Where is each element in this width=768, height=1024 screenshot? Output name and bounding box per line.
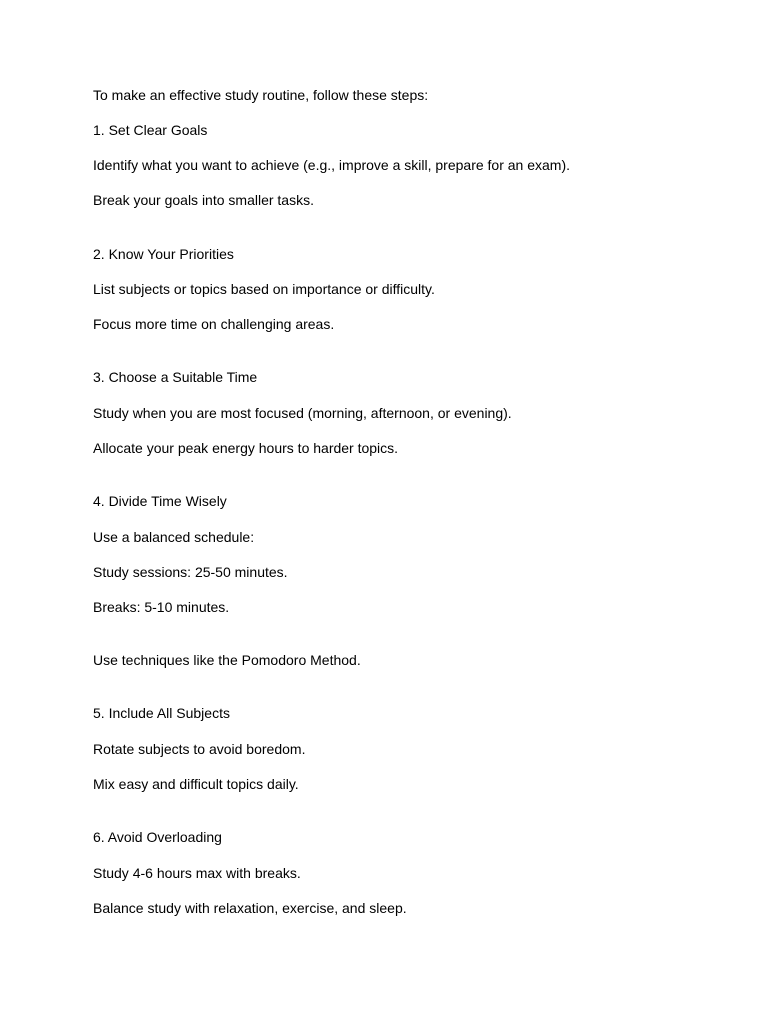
section-heading-know-your-priorities: 2. Know Your Priorities: [93, 246, 234, 262]
paragraph-line: Identify what you want to achieve (e.g., improve a skill, prepare for an exam).: [93, 157, 571, 173]
paragraph-line: Rotate subjects to avoid boredom.: [93, 741, 306, 757]
paragraph-line: Focus more time on challenging areas.: [93, 316, 335, 332]
paragraph-line: Use techniques like the Pomodoro Method.: [93, 652, 361, 668]
paragraph-line: Balance study with relaxation, exercise, and sleep.: [93, 900, 407, 916]
paragraph-line: Break your goals into smaller tasks.: [93, 192, 314, 208]
paragraph-line: Study when you are most focused (morning, afternoon, or evening).: [93, 405, 512, 421]
paragraph-line: Mix easy and difficult topics daily.: [93, 776, 299, 792]
section-heading-include-all-subjects: 5. Include All Subjects: [93, 705, 230, 721]
section-heading-choose-a-suitable-time: 3. Choose a Suitable Time: [93, 369, 258, 385]
section-heading-divide-time-wisely: 4. Divide Time Wisely: [93, 493, 227, 509]
paragraph-line: Allocate your peak energy hours to harder topics.: [93, 440, 399, 456]
paragraph-line: List subjects or topics based on importance or difficulty.: [93, 281, 435, 297]
paragraph-line: Study 4-6 hours max with breaks.: [93, 865, 301, 881]
section-heading-avoid-overloading: 6. Avoid Overloading: [93, 829, 222, 845]
paragraph-line: Breaks: 5-10 minutes.: [93, 599, 230, 615]
section-heading-set-clear-goals: 1. Set Clear Goals: [93, 122, 208, 138]
intro-text: To make an effective study routine, follow these steps:: [93, 87, 429, 103]
paragraph-line: Use a balanced schedule:: [93, 529, 255, 545]
paragraph-line: Study sessions: 25-50 minutes.: [93, 564, 288, 580]
